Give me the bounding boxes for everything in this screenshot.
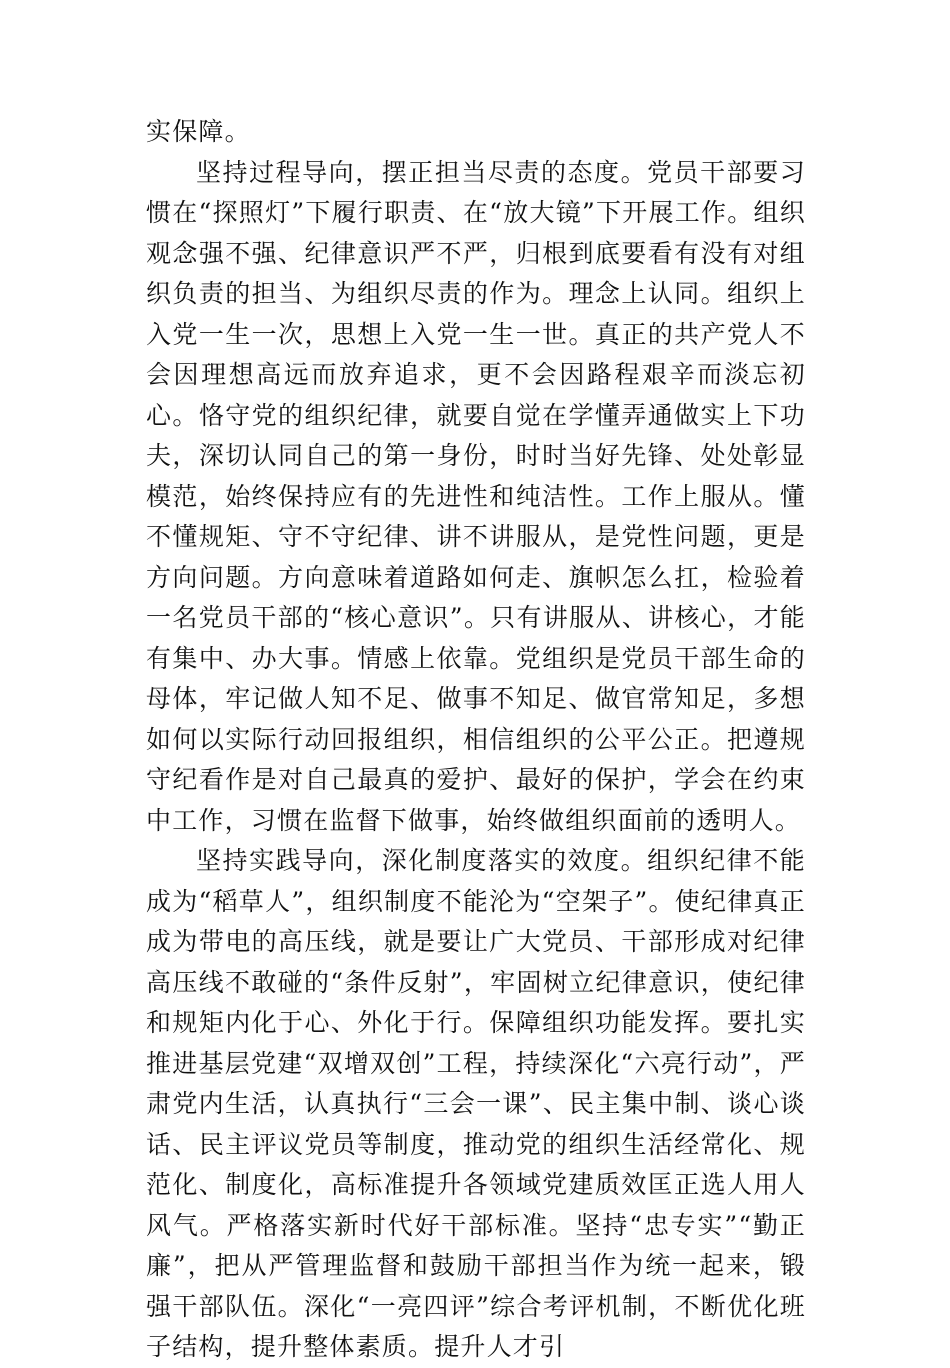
paragraph-continuation: 实保障。 xyxy=(146,117,251,146)
body-text xyxy=(146,112,806,1368)
paragraph-process-orientation: 坚持过程导向，摆正担当尽责的态度。党员干部要习惯在“探照灯”下履行职责、在“放大镜”下开展工作。组织观念强不强、纪律意识严不严，归根到底要看有没有对组织负责的担当、为组织尽责的作为。理念上认同。组织上入党一生一次，思想上入党一生一世。真正的共产党人不会因理想高远而放弃追求，更不会因路程艰辛而淡忘初心。恪守党的组织纪律，就要自觉在学懂弄通做实上下功夫，深切认同自己的第一身份，时时当好先锋、处处彰显模范，始终保持应有的先进性和纯洁性。工作上服从。懂不懂规矩、守不守纪律、讲不讲服从，是党性问题，更是方向问题。方向意味着道路如何走、旗帜怎么扛，检验着一名党员干部的“核心意识”。只有讲服从、讲核心，才能有集中、办大事。情感上依靠。党组织是党员干部生命的母体，牢记做人知不足、做事不知足、做官常知足，多想如何以实际行动回报组织，相信组织的公平公正。把遵规守纪看作是对自己最真的爱护、最好的保护，学会在约束中工作，习惯在监督下做事，始终做组织面前的透明人。 xyxy=(146,157,806,835)
paragraph-practice-orientation: 坚持实践导向，深化制度落实的效度。组织纪律不能成为“稻草人”，组织制度不能沦为“空架子”。使纪律真正成为带电的高压线，就是要让广大党员、干部形成对纪律高压线不敢碰的“条件反射”，牢固树立纪律意识，使纪律和规矩内化于心、外化于行。保障组织功能发挥。要扎实推进基层党建“双增双创”工程，持续深化“六亮行动”，严肃党内生活，认真执行“三会一课”、民主集中制、谈心谈话、民主评议党员等制度，推动党的组织生活经常化、规范化、制度化，高标准提升各领域党建质效匡正选人用人风气。严格落实新时代好干部标准。坚持“忠专实”“勤正廉”，把从严管理监督和鼓励干部担当作为统一起来，锻强干部队伍。深化“一亮四评”综合考评机制，不断优化班子结构，提升整体素质。提升人才引 xyxy=(146,846,806,1361)
